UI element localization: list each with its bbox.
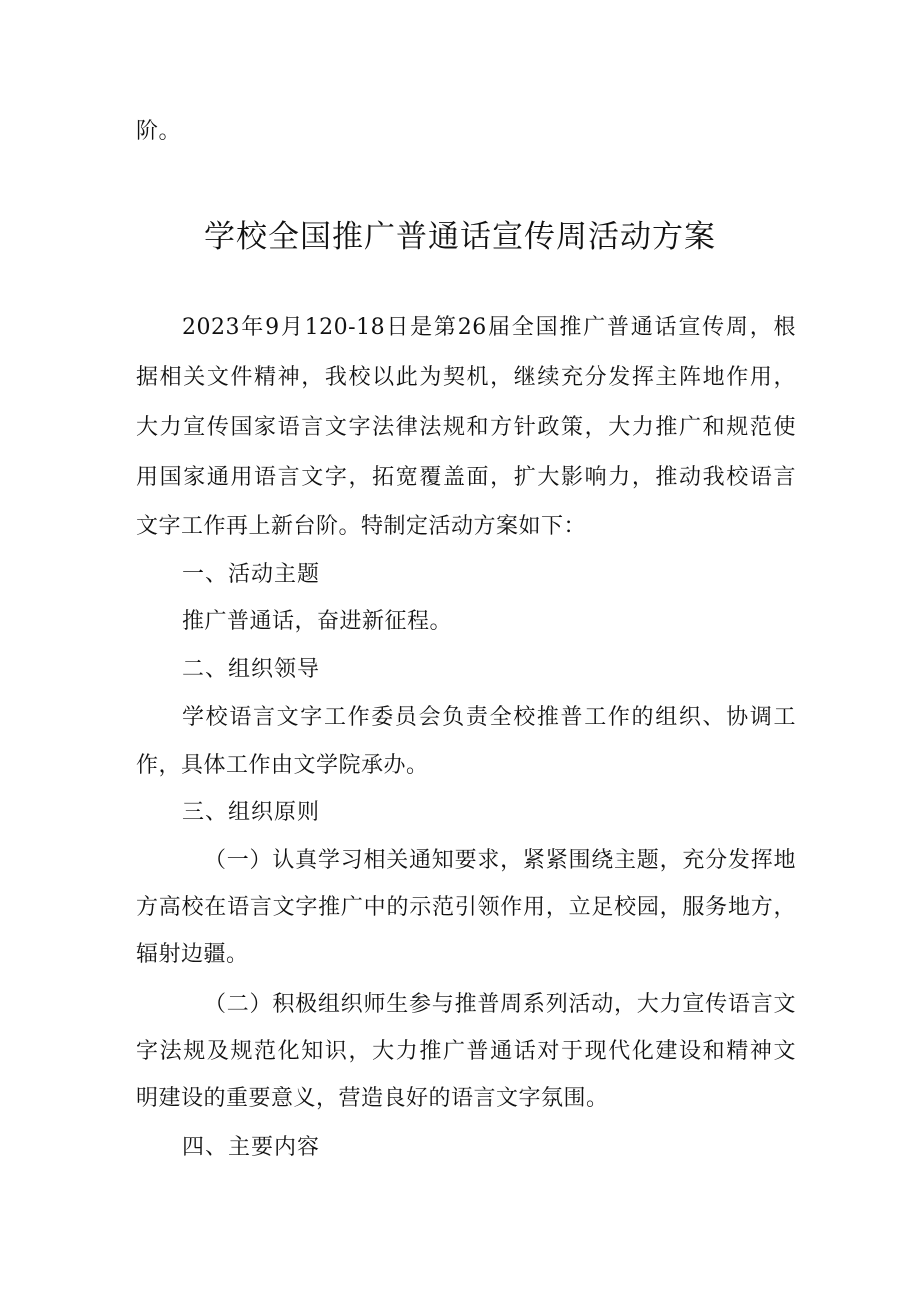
section-body-line: 学校语言文字工作委员会负责全校推普工作的组织、协调工: [182, 705, 796, 730]
principle-line: 辐射边疆。: [136, 942, 249, 967]
intro-line: 据相关文件精神，我校以此为契机，继续充分发挥主阵地作用，: [136, 365, 796, 390]
intro-line: 用国家通用语言文字，拓宽覆盖面，扩大影响力，推动我校语言: [136, 465, 796, 490]
principle-line: 方高校在语言文字推广中的示范引领作用，立足校园，服务地方，: [136, 895, 796, 920]
section-heading-principles: 三、组织原则: [182, 800, 321, 825]
intro-line: 文字工作再上新台阶。特制定活动方案如下：: [136, 514, 587, 539]
section-body-line: 作，具体工作由文学院承办。: [136, 753, 429, 778]
carryover-fragment: 阶。: [136, 119, 182, 144]
section-body-line: 推广普通话，奋进新征程。: [182, 609, 453, 634]
principle-line: 字法规及规范化知识，大力推广普通话对于现代化建设和精神文: [136, 1039, 796, 1064]
section-heading-content: 四、主要内容: [182, 1135, 321, 1160]
section-heading-leadership: 二、组织领导: [182, 657, 321, 682]
section-heading-theme: 一、活动主题: [182, 562, 321, 587]
principle-line: 明建设的重要意义，营造良好的语言文字氛围。: [136, 1086, 609, 1111]
intro-line: 2023年9月120-18日是第26届全国推广普通话宣传周，根: [182, 315, 796, 340]
principle-line: （一）认真学习相关通知要求，紧紧围绕主题，充分发挥地: [204, 848, 796, 873]
principle-line: （二）积极组织师生参与推普周系列活动，大力宣传语言文: [204, 992, 796, 1017]
intro-line: 大力宣传国家语言文字法律法规和方针政策，大力推广和规范使: [136, 415, 796, 440]
page-title: 学校全国推广普通话宣传周活动方案: [204, 219, 716, 255]
